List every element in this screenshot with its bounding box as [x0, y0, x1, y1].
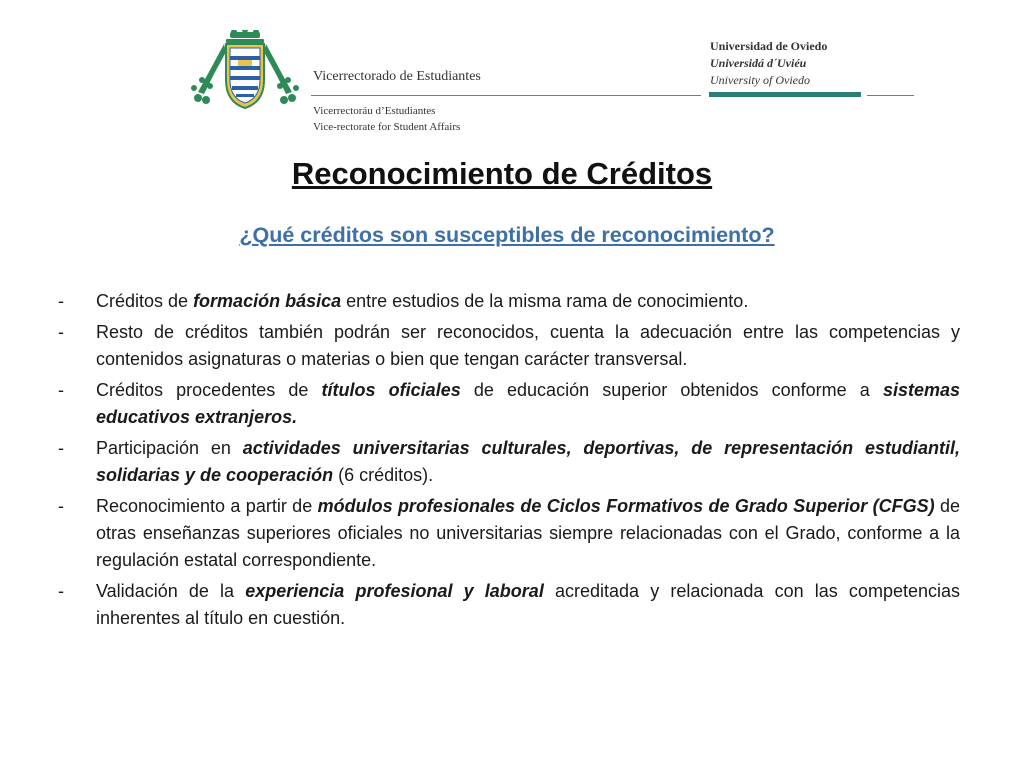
bullet-text-segment: Resto de créditos también podrán ser reconocidos, cuenta la adecuación entre las competencias y contenidos asignaturas o materias o bien que tengan carácter transversal. — [96, 322, 960, 369]
bullet-item — [56, 319, 960, 373]
bullet-marker: - — [58, 322, 64, 342]
vice-rectorate-name: Vicerrectorado de Estudiantes — [313, 69, 481, 84]
bullet-item — [56, 288, 960, 315]
bullet-marker: - — [58, 380, 64, 400]
bullet-text-segment: (6 créditos). — [333, 465, 434, 485]
bullet-item — [56, 435, 960, 489]
emphasized-text: actividades universitarias culturales, deportivas, de representación estudiantil, solidarias y de cooperación — [96, 438, 961, 485]
bullet-text-segment: Reconocimiento a partir de — [96, 496, 318, 516]
bullet-marker: - — [58, 438, 64, 458]
emphasized-text: formación básica — [193, 291, 342, 311]
university-name-english: University of Oviedo — [710, 73, 810, 87]
bullet-text-segment: acreditada y relacionada con las competencias inherentes al título en cuestión. — [96, 581, 960, 628]
bullet-text-segment: entre estudios de la misma rama de conocimiento. — [341, 291, 749, 311]
bullet-text — [96, 493, 960, 574]
bullet-list — [56, 288, 960, 636]
slide-subtitle: ¿Qué créditos son susceptibles de reconocimiento? — [239, 223, 775, 247]
bullet-text — [96, 377, 960, 431]
bullet-item — [56, 578, 960, 632]
header-divider — [311, 95, 701, 96]
bullet-text-segment: Participación en — [96, 438, 243, 458]
emphasized-text: títulos oficiales — [321, 380, 461, 400]
bullet-text — [96, 435, 960, 489]
bullet-marker: - — [58, 291, 64, 311]
emphasized-text: módulos profesionales de Ciclos Formativos de Grado Superior (CFGS) — [317, 496, 935, 516]
university-accent-bar — [709, 92, 861, 97]
bullet-text-segment: Validación de la — [96, 581, 246, 601]
bullet-text — [96, 578, 960, 632]
bullet-marker: - — [58, 496, 64, 516]
vice-rectorate-name-asturian: Vicerrectoráu d’Estudiantes — [313, 105, 436, 117]
bullet-text-segment: de educación superior obtenidos conforme a — [460, 380, 883, 400]
bullet-text-segment: Créditos procedentes de — [96, 380, 322, 400]
slide-title: Reconocimiento de Créditos — [291, 156, 713, 191]
university-divider — [867, 95, 914, 96]
bullet-marker: - — [58, 581, 64, 601]
university-name-spanish: Universidad de Oviedo — [710, 39, 828, 53]
university-coat-of-arms-icon — [190, 30, 300, 112]
university-name-asturian: Universidá d´Uviéu — [710, 56, 807, 70]
emphasized-text: experiencia profesional y laboral — [245, 581, 544, 601]
emphasized-text: sistemas educativos extranjeros. — [96, 380, 960, 427]
bullet-text — [96, 288, 960, 315]
bullet-item — [56, 377, 960, 431]
bullet-text-segment: de otras enseñanzas superiores oficiales no universitarias siempre relacionadas con el Grado, conforme a la regulación estatal correspondiente. — [96, 496, 960, 570]
bullet-text — [96, 319, 960, 373]
vice-rectorate-name-english: Vice-rectorate for Student Affairs — [313, 121, 461, 133]
bullet-text-segment: Créditos de — [96, 291, 194, 311]
bullet-item — [56, 493, 960, 574]
